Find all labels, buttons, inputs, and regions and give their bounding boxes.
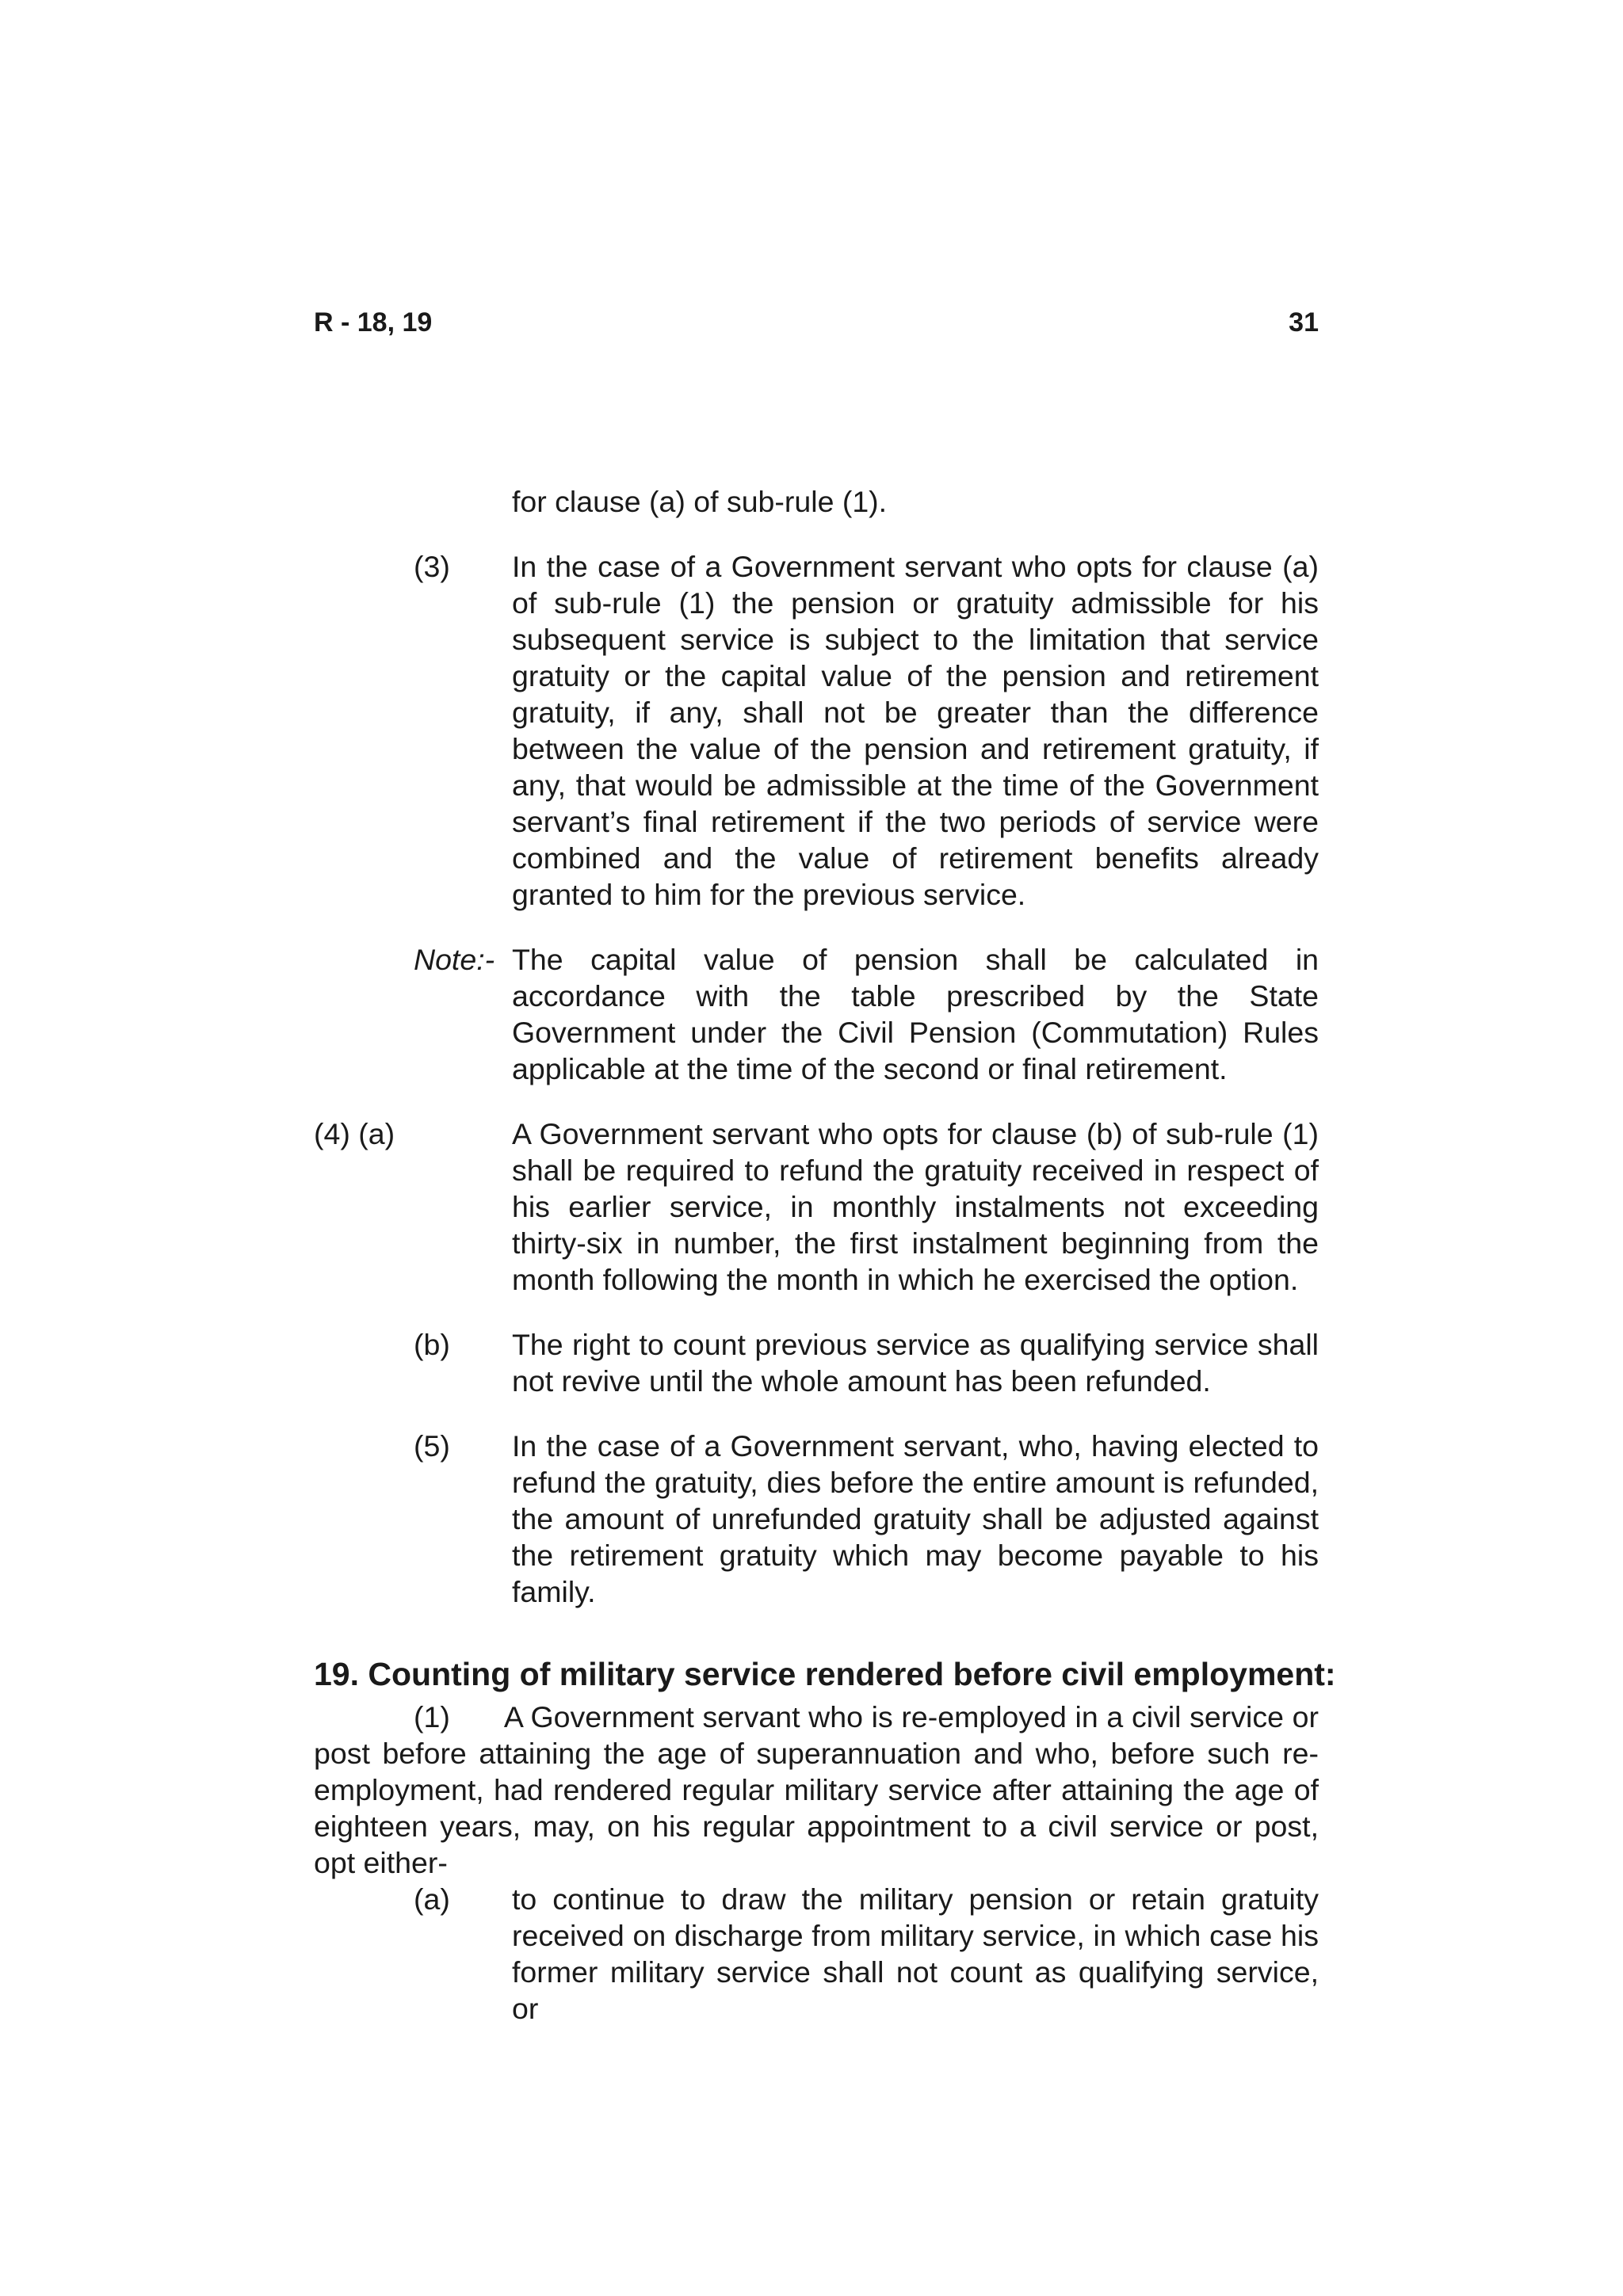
page-number: 31	[1289, 307, 1319, 338]
rule-19-clause-a-text: to continue to draw the military pension or retain gratuity received on discharge from military service, in which case his former military service shall not count as qualifying service, or	[512, 1882, 1319, 2025]
rule-19-para-1-text: A Government servant who is re-employed in a civil service or post before attaining the age of superannuation and who, before such re-employment, had rendered regular military service after attaining the age of eighteen years, may, on his regular appointment to a civil service or post, opt either-	[314, 1700, 1319, 1879]
running-header-rule-numbers: R - 18, 19	[314, 307, 433, 338]
sub-rule-4b	[314, 1326, 1319, 1399]
note	[314, 941, 1319, 1087]
rule-19-clause-a-label: (a)	[414, 1882, 450, 1916]
sub-rule-4a-label: (4) (a)	[314, 1117, 395, 1150]
sub-rule-4b-text: The right to count previous service as qualifying service shall not revive until the whole amount has been refunded.	[512, 1328, 1319, 1398]
sub-rule-5	[314, 1428, 1319, 1610]
continued-text: for clause (a) of sub-rule (1).	[512, 485, 888, 518]
rule-19-clause-a	[314, 1881, 1319, 2027]
sub-rule-3	[314, 548, 1319, 913]
sub-rule-3-text: In the case of a Government servant who opts for clause (a) of sub-rule (1) the pension or gratuity admissible for his subsequent service is subject to the limitation that service gratuity or the capital value of the pension and retirement gratuity, if any, shall not be greater than the difference between the value of the pension and retirement gratuity, if any, that would be admissible at the time of the Government servant’s final retirement if the two periods of service were combined and the value of retirement benefits already granted to him for the previous service.	[512, 550, 1319, 911]
rule-19-para-1	[314, 1699, 1319, 1881]
sub-rule-4a	[314, 1116, 1319, 1298]
rule-19-para-1-num: (1)	[414, 1700, 450, 1733]
note-label: Note:-	[414, 943, 495, 976]
sub-rule-4b-label: (b)	[414, 1328, 450, 1361]
note-text: The capital value of pension shall be calculated in accordance with the table prescribed by the State Government under the Civil Pension (Commutation) Rules applicable at the time of the second or final retirement.	[512, 943, 1319, 1085]
rule-19-heading: 19. Counting of military service rendered before civil employment:	[314, 1656, 1336, 1692]
sub-rule-5-label: (5)	[414, 1429, 450, 1463]
sub-rule-5-text: In the case of a Government servant, who, having elected to refund the gratuity, dies before the entire amount is refunded, the amount of unrefunded gratuity shall be adjusted against the retirement gratuity which may become payable to his family.	[512, 1429, 1319, 1608]
sub-rule-3-label: (3)	[414, 550, 450, 583]
page-body	[314, 483, 1336, 2027]
sub-rule-4a-text: A Government servant who opts for clause (b) of sub-rule (1) shall be required to refund the gratuity received in respect of his earlier service, in monthly instalments not exceeding thirty-six in number, the first instalment beginning from the month following the month in which he exercised the option.	[512, 1117, 1319, 1296]
